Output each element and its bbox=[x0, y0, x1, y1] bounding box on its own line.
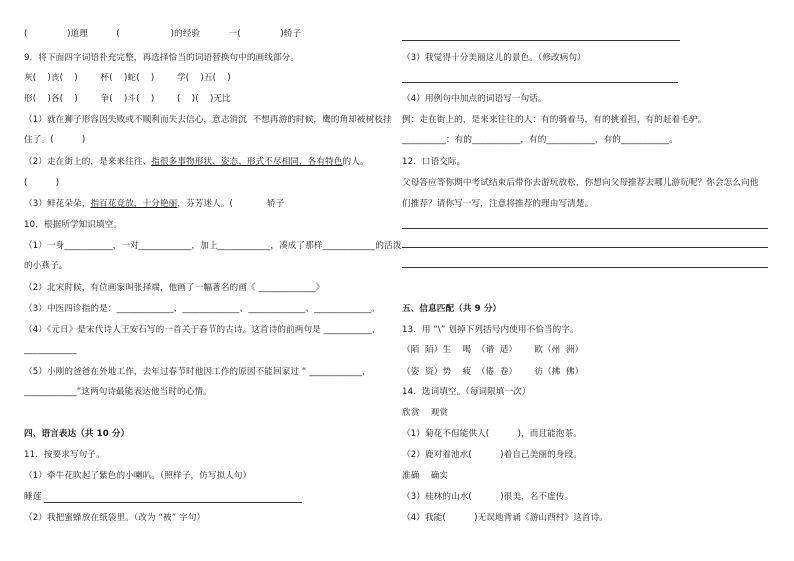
section-5-title: 五、信息匹配（共 9 分） bbox=[402, 304, 502, 314]
q11-item-4-fill: __________：有的___________，有的___________，有的___________。 bbox=[402, 135, 679, 145]
question-11-title: 11．按要求写句子。 bbox=[24, 450, 105, 460]
q9-word-row-1: 灰( )丧( ) 杯( )蛇( ) 学( )五( ) bbox=[24, 73, 231, 83]
q11-item-1-answer: 睡莲 bbox=[24, 492, 42, 502]
q11-item-4-example: 例：走在街上的，是来来往往的人：有的骑着马，有的挑着担，有的赶着毛驴。 bbox=[402, 115, 707, 125]
q9-sentence-2: （2）走在街上的，是来来往往、指很多事物形状、姿态、形式不尽相同，各有特色的人。 bbox=[24, 157, 369, 167]
q10-item-3: （3）中医四诊指的是：_____________、_____________、_____________、_____________。 bbox=[24, 304, 380, 314]
q9-sentence-1: （1）就在狮子形容因失败或不顺利而失去信心，意志消沉 不想再游的时候，鹰的角却被树枝挂 bbox=[24, 115, 392, 125]
q10-item-1-cont: 的小燕子。 bbox=[24, 261, 68, 271]
underlined-phrase: 指百花竞放，十分艳丽 bbox=[90, 199, 178, 209]
answer-line bbox=[402, 228, 768, 229]
q13-row-2: （姿 资）势 疲 （倦 卷） 彷（拂 佛） bbox=[402, 367, 584, 377]
answer-line bbox=[402, 247, 768, 248]
q11-item-1: （1）牵牛花吹起了紫色的小喇叭。（照样子，仿写拟人句） bbox=[24, 471, 252, 481]
question-10-title: 10．根据所学知识填空。 bbox=[24, 220, 123, 230]
q10-item-5-cont: ____________”这两句诗最能表达他当时的心情。 bbox=[24, 387, 212, 397]
answer-line bbox=[44, 502, 302, 503]
question-9-title: 9．将下面四字词语补充完整，再选择恰当的词语替换句中的画线部分。 bbox=[24, 53, 300, 63]
q11-item-2: （2）我把蜜蜂放在纸袋里。（改为 “被” 字句） bbox=[24, 513, 206, 523]
q12-prompt-1: 父母答应等你期中考试结束后带你去游玩放松，你想向父母推荐去哪儿游玩呢？你会怎么向他 bbox=[402, 178, 759, 188]
q9-sentence-3: （3）鲜花朵朵，指百花竞放，十分艳丽，芬芳迷人。( 轿子 bbox=[24, 199, 285, 209]
answer-line bbox=[402, 267, 768, 268]
answer-line bbox=[402, 40, 680, 41]
q10-item-1: （1）一身___________，一对____________，加上____________，凑成了那样____________的活泼 bbox=[24, 241, 402, 251]
question-12-title: 12．口语交际。 bbox=[402, 157, 466, 167]
q14-item-4: （4）我能( )无误地背诵《游山西村》这首诗。 bbox=[402, 513, 608, 523]
q14-item-2: （2）鹿对着池水( )着自己美丽的身段。 bbox=[402, 450, 582, 460]
q10-item-5: （5）小刚的爸爸在外地工作，去年过春节时他因工作的原因不能回家过 “ ____________， bbox=[24, 367, 371, 377]
fill-row-intro: ( )道理 ( )的经验 一( )轿子 bbox=[24, 29, 302, 39]
q9-sentence-1-answer: 住了。( ) bbox=[24, 135, 86, 145]
q10-item-2: （2）北宋时候，有位画家叫张择端，他画了一幅著名的画《 _____________》 bbox=[24, 283, 325, 293]
answer-line bbox=[402, 82, 678, 83]
q14-item-3: （3）桂林的山水( )很美，名不虚传。 bbox=[402, 492, 574, 502]
q14-word-pair-1: 欣赏 观赏 bbox=[402, 408, 449, 418]
q13-row-1: （陌 陌）生 喝 （谐 适） 欧（州 洲） bbox=[402, 345, 584, 355]
question-13-title: 13．用 “\” 划掉下列括号内使用不恰当的字。 bbox=[402, 325, 579, 335]
q11-item-3: （3）我觉得十分美丽这儿的景色。（修改病句） bbox=[402, 53, 586, 63]
q10-item-4-cont: ____________ bbox=[24, 345, 77, 355]
q10-item-4: （4）《元日》是宋代诗人王安石写的一首关于春节的古诗。这首诗的前两句是 ___________， bbox=[24, 325, 381, 335]
q14-word-pair-2: 准确 确实 bbox=[402, 471, 449, 481]
q9-sentence-2-answer: ( ) bbox=[24, 178, 60, 188]
q11-item-4: （4）用例句中加点的词语写一句话。 bbox=[402, 94, 547, 104]
section-4-title: 四、语言表达（共 10 分） bbox=[24, 429, 130, 439]
q12-prompt-2: 们推荐？请你写一写，注意将推荐的理由写清楚。 bbox=[402, 199, 594, 209]
q9-word-row-2: 形( )各( ) 争( )斗( ) ( )( )无比 bbox=[24, 94, 231, 104]
underlined-phrase: 指很多事物形状、姿态、形式不尽相同，各有特色 bbox=[151, 157, 343, 167]
q14-item-1: （1）菊花不但能供人( )，而且能泡茶。 bbox=[402, 429, 582, 439]
question-14-title: 14．选词填空。（每词限填一次） bbox=[402, 387, 531, 397]
